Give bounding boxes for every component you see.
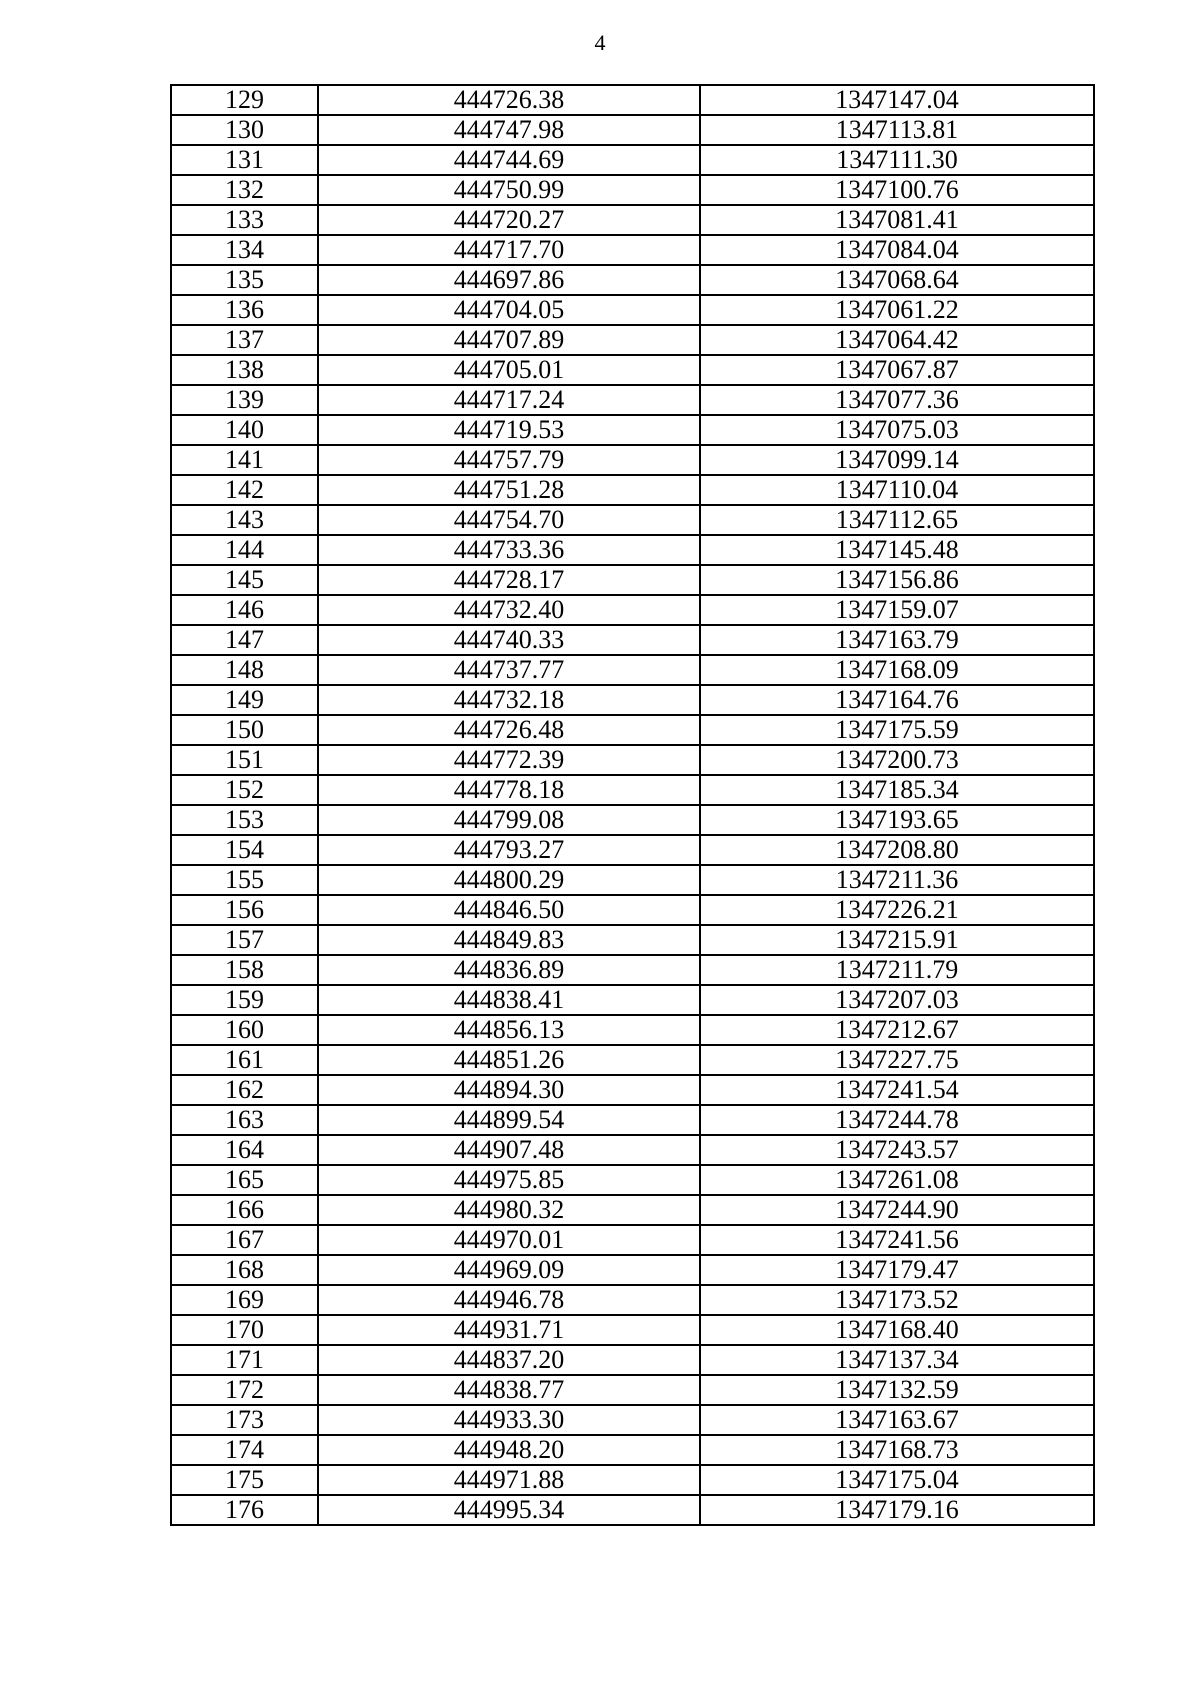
point-number-cell: 144 <box>171 535 318 565</box>
y-coordinate-cell: 1347215.91 <box>700 925 1094 955</box>
x-coordinate-cell: 444751.28 <box>318 475 700 505</box>
x-coordinate-cell: 444747.98 <box>318 115 700 145</box>
table-row <box>171 175 1094 205</box>
point-number-cell: 145 <box>171 565 318 595</box>
x-coordinate-cell: 444717.24 <box>318 385 700 415</box>
table-row <box>171 1495 1094 1525</box>
x-coordinate-cell: 444717.70 <box>318 235 700 265</box>
table-row <box>171 355 1094 385</box>
x-coordinate-cell: 444733.36 <box>318 535 700 565</box>
point-number-cell: 142 <box>171 475 318 505</box>
y-coordinate-cell: 1347179.47 <box>700 1255 1094 1285</box>
table-row <box>171 775 1094 805</box>
x-coordinate-cell: 444707.89 <box>318 325 700 355</box>
table-row <box>171 535 1094 565</box>
table-row <box>171 145 1094 175</box>
y-coordinate-cell: 1347261.08 <box>700 1165 1094 1195</box>
table-row <box>171 445 1094 475</box>
x-coordinate-cell: 444948.20 <box>318 1435 700 1465</box>
x-coordinate-cell: 444726.38 <box>318 85 700 115</box>
table-row <box>171 1435 1094 1465</box>
y-coordinate-cell: 1347173.52 <box>700 1285 1094 1315</box>
point-number-cell: 158 <box>171 955 318 985</box>
y-coordinate-cell: 1347226.21 <box>700 895 1094 925</box>
table-row <box>171 895 1094 925</box>
x-coordinate-cell: 444726.48 <box>318 715 700 745</box>
y-coordinate-cell: 1347081.41 <box>700 205 1094 235</box>
point-number-cell: 132 <box>171 175 318 205</box>
point-number-cell: 129 <box>171 85 318 115</box>
x-coordinate-cell: 444899.54 <box>318 1105 700 1135</box>
point-number-cell: 143 <box>171 505 318 535</box>
y-coordinate-cell: 1347132.59 <box>700 1375 1094 1405</box>
x-coordinate-cell: 444946.78 <box>318 1285 700 1315</box>
x-coordinate-cell: 444740.33 <box>318 625 700 655</box>
point-number-cell: 147 <box>171 625 318 655</box>
table-row <box>171 1225 1094 1255</box>
point-number-cell: 175 <box>171 1465 318 1495</box>
table-row <box>171 1105 1094 1135</box>
y-coordinate-cell: 1347067.87 <box>700 355 1094 385</box>
table-row <box>171 385 1094 415</box>
y-coordinate-cell: 1347179.16 <box>700 1495 1094 1525</box>
point-number-cell: 146 <box>171 595 318 625</box>
table-row <box>171 955 1094 985</box>
x-coordinate-cell: 444856.13 <box>318 1015 700 1045</box>
table-row <box>171 1405 1094 1435</box>
x-coordinate-cell: 444799.08 <box>318 805 700 835</box>
x-coordinate-cell: 444838.77 <box>318 1375 700 1405</box>
x-coordinate-cell: 444793.27 <box>318 835 700 865</box>
point-number-cell: 174 <box>171 1435 318 1465</box>
y-coordinate-cell: 1347168.73 <box>700 1435 1094 1465</box>
point-number-cell: 159 <box>171 985 318 1015</box>
y-coordinate-cell: 1347075.03 <box>700 415 1094 445</box>
page-number: 4 <box>594 30 606 55</box>
point-number-cell: 149 <box>171 685 318 715</box>
point-number-cell: 134 <box>171 235 318 265</box>
table-row <box>171 1315 1094 1345</box>
y-coordinate-cell: 1347241.56 <box>700 1225 1094 1255</box>
table-row <box>171 1015 1094 1045</box>
point-number-cell: 165 <box>171 1165 318 1195</box>
table-row <box>171 805 1094 835</box>
y-coordinate-cell: 1347168.40 <box>700 1315 1094 1345</box>
table-row <box>171 1375 1094 1405</box>
y-coordinate-cell: 1347159.07 <box>700 595 1094 625</box>
point-number-cell: 150 <box>171 715 318 745</box>
table-row <box>171 1135 1094 1165</box>
point-number-cell: 163 <box>171 1105 318 1135</box>
point-number-cell: 139 <box>171 385 318 415</box>
x-coordinate-cell: 444907.48 <box>318 1135 700 1165</box>
point-number-cell: 167 <box>171 1225 318 1255</box>
y-coordinate-cell: 1347112.65 <box>700 505 1094 535</box>
x-coordinate-cell: 444719.53 <box>318 415 700 445</box>
point-number-cell: 166 <box>171 1195 318 1225</box>
table-row <box>171 505 1094 535</box>
x-coordinate-cell: 444737.77 <box>318 655 700 685</box>
y-coordinate-cell: 1347113.81 <box>700 115 1094 145</box>
y-coordinate-cell: 1347064.42 <box>700 325 1094 355</box>
point-number-cell: 162 <box>171 1075 318 1105</box>
y-coordinate-cell: 1347137.34 <box>700 1345 1094 1375</box>
table-row <box>171 295 1094 325</box>
table-row <box>171 1255 1094 1285</box>
x-coordinate-cell: 444846.50 <box>318 895 700 925</box>
x-coordinate-cell: 444772.39 <box>318 745 700 775</box>
point-number-cell: 176 <box>171 1495 318 1525</box>
y-coordinate-cell: 1347145.48 <box>700 535 1094 565</box>
x-coordinate-cell: 444704.05 <box>318 295 700 325</box>
point-number-cell: 154 <box>171 835 318 865</box>
point-number-cell: 137 <box>171 325 318 355</box>
y-coordinate-cell: 1347244.90 <box>700 1195 1094 1225</box>
point-number-cell: 171 <box>171 1345 318 1375</box>
y-coordinate-cell: 1347185.34 <box>700 775 1094 805</box>
table-row <box>171 1165 1094 1195</box>
point-number-cell: 164 <box>171 1135 318 1165</box>
point-number-cell: 157 <box>171 925 318 955</box>
table-row <box>171 595 1094 625</box>
table-row <box>171 625 1094 655</box>
point-number-cell: 153 <box>171 805 318 835</box>
x-coordinate-cell: 444836.89 <box>318 955 700 985</box>
x-coordinate-cell: 444732.40 <box>318 595 700 625</box>
x-coordinate-cell: 444837.20 <box>318 1345 700 1375</box>
y-coordinate-cell: 1347099.14 <box>700 445 1094 475</box>
y-coordinate-cell: 1347084.04 <box>700 235 1094 265</box>
x-coordinate-cell: 444720.27 <box>318 205 700 235</box>
table-row <box>171 1285 1094 1315</box>
point-number-cell: 133 <box>171 205 318 235</box>
y-coordinate-cell: 1347061.22 <box>700 295 1094 325</box>
table-row <box>171 235 1094 265</box>
table-row <box>171 655 1094 685</box>
y-coordinate-cell: 1347241.54 <box>700 1075 1094 1105</box>
point-number-cell: 152 <box>171 775 318 805</box>
point-number-cell: 148 <box>171 655 318 685</box>
table-row <box>171 715 1094 745</box>
y-coordinate-cell: 1347175.04 <box>700 1465 1094 1495</box>
y-coordinate-cell: 1347200.73 <box>700 745 1094 775</box>
table-row <box>171 925 1094 955</box>
y-coordinate-cell: 1347163.79 <box>700 625 1094 655</box>
x-coordinate-cell: 444705.01 <box>318 355 700 385</box>
x-coordinate-cell: 444697.86 <box>318 265 700 295</box>
x-coordinate-cell: 444778.18 <box>318 775 700 805</box>
y-coordinate-cell: 1347100.76 <box>700 175 1094 205</box>
y-coordinate-cell: 1347068.64 <box>700 265 1094 295</box>
y-coordinate-cell: 1347212.67 <box>700 1015 1094 1045</box>
y-coordinate-cell: 1347208.80 <box>700 835 1094 865</box>
table-row <box>171 265 1094 295</box>
point-number-cell: 168 <box>171 1255 318 1285</box>
coordinates-table-body <box>171 85 1094 1525</box>
point-number-cell: 161 <box>171 1045 318 1075</box>
point-number-cell: 172 <box>171 1375 318 1405</box>
point-number-cell: 155 <box>171 865 318 895</box>
point-number-cell: 140 <box>171 415 318 445</box>
y-coordinate-cell: 1347156.86 <box>700 565 1094 595</box>
y-coordinate-cell: 1347163.67 <box>700 1405 1094 1435</box>
table-row <box>171 685 1094 715</box>
x-coordinate-cell: 444970.01 <box>318 1225 700 1255</box>
x-coordinate-cell: 444732.18 <box>318 685 700 715</box>
point-number-cell: 130 <box>171 115 318 145</box>
y-coordinate-cell: 1347168.09 <box>700 655 1094 685</box>
y-coordinate-cell: 1347110.04 <box>700 475 1094 505</box>
x-coordinate-cell: 444838.41 <box>318 985 700 1015</box>
point-number-cell: 156 <box>171 895 318 925</box>
x-coordinate-cell: 444894.30 <box>318 1075 700 1105</box>
x-coordinate-cell: 444750.99 <box>318 175 700 205</box>
table-row <box>171 1465 1094 1495</box>
x-coordinate-cell: 444980.32 <box>318 1195 700 1225</box>
table-row <box>171 985 1094 1015</box>
y-coordinate-cell: 1347207.03 <box>700 985 1094 1015</box>
table-row <box>171 745 1094 775</box>
y-coordinate-cell: 1347193.65 <box>700 805 1094 835</box>
y-coordinate-cell: 1347175.59 <box>700 715 1094 745</box>
x-coordinate-cell: 444933.30 <box>318 1405 700 1435</box>
x-coordinate-cell: 444995.34 <box>318 1495 700 1525</box>
point-number-cell: 138 <box>171 355 318 385</box>
x-coordinate-cell: 444851.26 <box>318 1045 700 1075</box>
table-row <box>171 475 1094 505</box>
table-row <box>171 415 1094 445</box>
point-number-cell: 131 <box>171 145 318 175</box>
point-number-cell: 169 <box>171 1285 318 1315</box>
x-coordinate-cell: 444971.88 <box>318 1465 700 1495</box>
y-coordinate-cell: 1347211.36 <box>700 865 1094 895</box>
table-row <box>171 325 1094 355</box>
x-coordinate-cell: 444975.85 <box>318 1165 700 1195</box>
y-coordinate-cell: 1347243.57 <box>700 1135 1094 1165</box>
x-coordinate-cell: 444744.69 <box>318 145 700 175</box>
point-number-cell: 135 <box>171 265 318 295</box>
x-coordinate-cell: 444754.70 <box>318 505 700 535</box>
point-number-cell: 170 <box>171 1315 318 1345</box>
table-row <box>171 1045 1094 1075</box>
x-coordinate-cell: 444728.17 <box>318 565 700 595</box>
point-number-cell: 151 <box>171 745 318 775</box>
table-row <box>171 865 1094 895</box>
point-number-cell: 136 <box>171 295 318 325</box>
y-coordinate-cell: 1347164.76 <box>700 685 1094 715</box>
x-coordinate-cell: 444931.71 <box>318 1315 700 1345</box>
table-row <box>171 85 1094 115</box>
table-row <box>171 115 1094 145</box>
y-coordinate-cell: 1347077.36 <box>700 385 1094 415</box>
table-row <box>171 1195 1094 1225</box>
y-coordinate-cell: 1347111.30 <box>700 145 1094 175</box>
y-coordinate-cell: 1347211.79 <box>700 955 1094 985</box>
x-coordinate-cell: 444849.83 <box>318 925 700 955</box>
table-row <box>171 1345 1094 1375</box>
x-coordinate-cell: 444800.29 <box>318 865 700 895</box>
x-coordinate-cell: 444757.79 <box>318 445 700 475</box>
y-coordinate-cell: 1347227.75 <box>700 1045 1094 1075</box>
table-row <box>171 835 1094 865</box>
point-number-cell: 160 <box>171 1015 318 1045</box>
table-row <box>171 565 1094 595</box>
y-coordinate-cell: 1347147.04 <box>700 85 1094 115</box>
table-row <box>171 1075 1094 1105</box>
table-row <box>171 205 1094 235</box>
point-number-cell: 173 <box>171 1405 318 1435</box>
coordinates-table <box>170 84 1095 1526</box>
y-coordinate-cell: 1347244.78 <box>700 1105 1094 1135</box>
point-number-cell: 141 <box>171 445 318 475</box>
x-coordinate-cell: 444969.09 <box>318 1255 700 1285</box>
